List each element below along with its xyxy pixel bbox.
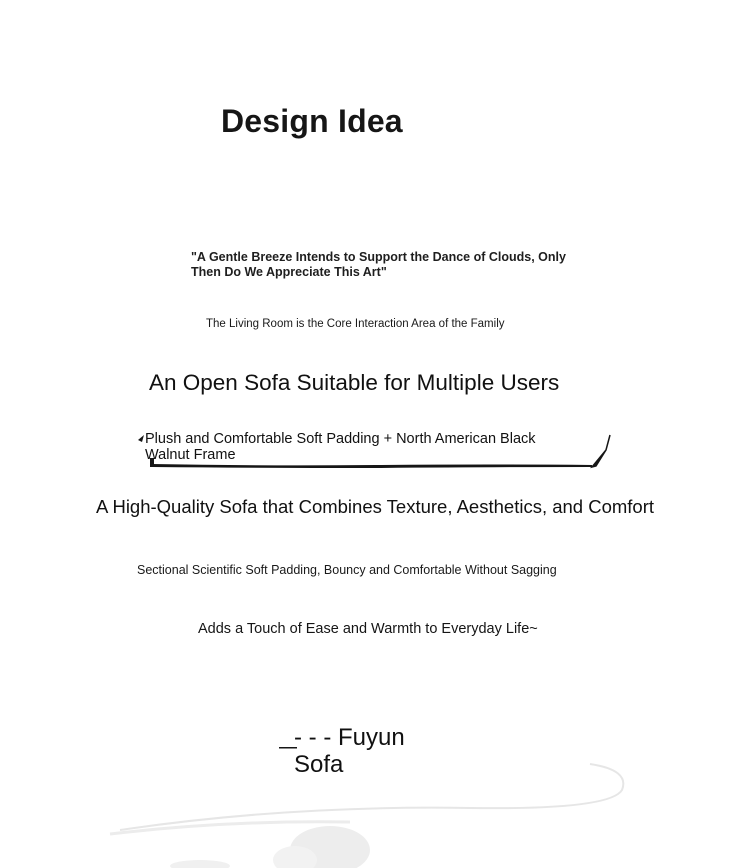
quality-statement: A High-Quality Sofa that Combines Texture, Aesthetics, and Comfort: [96, 496, 655, 517]
page-title: Design Idea: [221, 103, 403, 139]
headline: An Open Sofa Suitable for Multiple Users: [149, 370, 560, 395]
poetic-quote: "A Gentle Breeze Intends to Support the Dance of Clouds, Only Then Do We Appreciate This Art": [191, 250, 566, 279]
feature-text: Plush and Comfortable Soft Padding + North American Black Walnut Frame: [145, 431, 536, 463]
signature: - - - Fuyun Sofa: [294, 724, 405, 778]
ink-sketch-icon: [90, 760, 650, 868]
core-statement: The Living Room is the Core Interaction Area of the Family: [206, 318, 505, 330]
closing-line: Adds a Touch of Ease and Warmth to Everyday Life~: [198, 621, 538, 637]
padding-statement: Sectional Scientific Soft Padding, Bouncy and Comfortable Without Sagging: [137, 563, 557, 577]
